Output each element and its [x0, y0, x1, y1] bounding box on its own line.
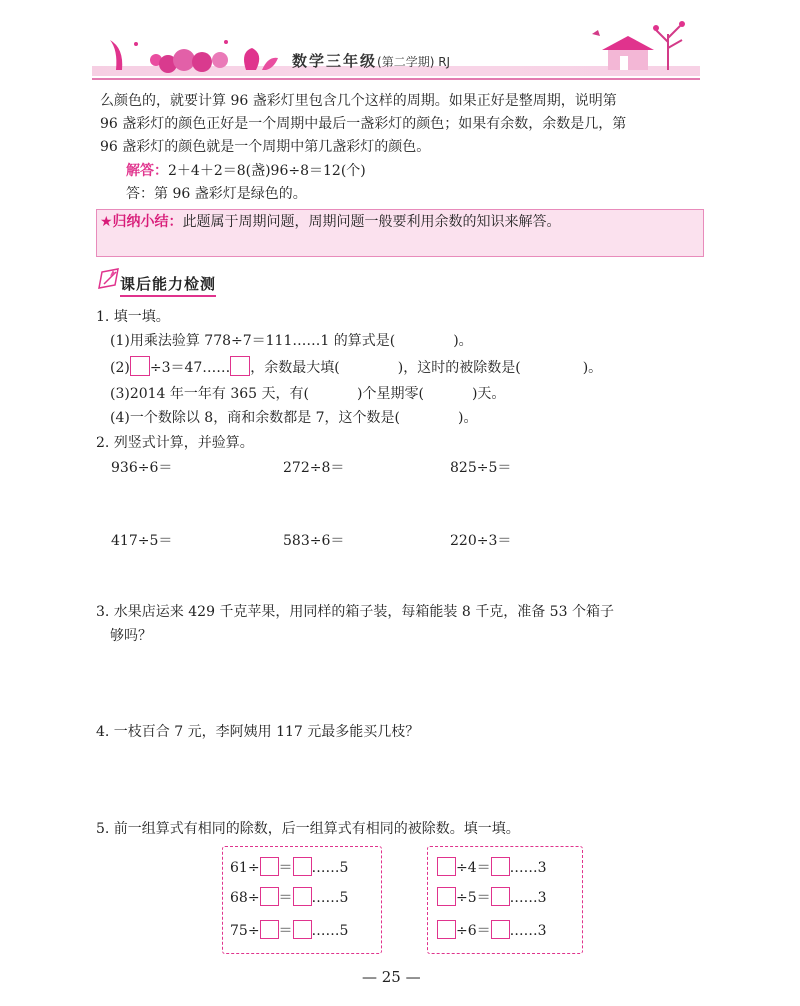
q5-right-quotient-box[interactable] — [491, 920, 510, 939]
q5-right-op: ÷6＝ — [456, 923, 491, 939]
q5-left-remainder: ……5 — [311, 923, 349, 939]
q5-left-dividend: 61÷ — [230, 860, 260, 876]
q5-right-op: ÷4＝ — [456, 860, 491, 876]
q5-left-row — [230, 920, 348, 942]
answer-line — [126, 160, 366, 182]
q3-line-1: 3. 水果店运来 429 千克苹果，用同样的箱子装，每箱能装 8 千克，准备 53 个箱子 — [96, 604, 614, 620]
header-right-house-icon — [590, 14, 700, 74]
q5-right-dividend-box[interactable] — [437, 887, 456, 906]
header-title-text: 数学三年级 — [292, 52, 378, 70]
q5-right-row — [437, 920, 547, 942]
intro-line-1: 么颜色的，就要计算 96 盏彩灯里包含几个这样的周期。如果正好是整周期，说明第 — [100, 93, 617, 109]
q1-p1-end: )。 — [453, 333, 473, 349]
q5-left-row — [230, 857, 348, 879]
q5-left-eq: ＝ — [278, 860, 293, 876]
q1-p2-dividend-box[interactable] — [130, 356, 150, 376]
q2-title: 2. 列竖式计算，并验算。 — [96, 435, 254, 451]
q2-problem: 417÷5＝ — [111, 533, 173, 549]
q5-left-remainder: ……5 — [311, 860, 349, 876]
q1-p4-text: (4)一个数除以 8，商和余数都是 7，这个数是( — [110, 410, 401, 426]
q5-left-divisor-box[interactable] — [260, 887, 279, 906]
q5-left-remainder: ……5 — [311, 890, 349, 906]
q5-left-quotient-box[interactable] — [293, 920, 312, 939]
q1-p1-text: (1)用乘法验算 778÷7＝111……1 的算式是( — [110, 333, 396, 349]
q5-right-quotient-box[interactable] — [491, 857, 510, 876]
q1-p3-text2: )个星期零( — [357, 386, 424, 402]
q2-problem: 936÷6＝ — [111, 460, 173, 476]
page-header-title — [292, 50, 450, 71]
summary-line — [100, 211, 561, 233]
q5-right-dividend-box[interactable] — [437, 920, 456, 939]
answer-label: 解答： — [126, 163, 168, 179]
q2-problem: 272÷8＝ — [283, 460, 345, 476]
q5-right-op: ÷5＝ — [456, 890, 491, 906]
summary-label: ★归纳小结： — [100, 214, 183, 230]
page-number: — 25 — — [362, 968, 421, 986]
q1-p2-remainder-box[interactable] — [230, 356, 250, 376]
header-line — [92, 78, 700, 80]
q5-right-remainder: ……3 — [509, 923, 547, 939]
q1-part1 — [110, 330, 473, 352]
q5-left-divisor-box[interactable] — [260, 920, 279, 939]
q1-p4-end: )。 — [458, 410, 478, 426]
q2-problem: 825÷5＝ — [450, 460, 512, 476]
q1-p2-text2: ，余数最大填( — [250, 360, 340, 376]
section-title: 课后能力检测 — [120, 273, 216, 297]
q3-line-2: 够吗？ — [110, 628, 152, 644]
q5-right-row — [437, 857, 547, 879]
header-subtitle: (第二学期) RJ — [377, 55, 451, 69]
answer-conclusion: 答：第 96 盏彩灯是绿色的。 — [126, 186, 307, 202]
q1-part2 — [110, 356, 602, 379]
q5-left-dividend: 68÷ — [230, 890, 260, 906]
q1-p2-text: ÷3＝47…… — [149, 360, 231, 376]
q5-right-remainder: ……3 — [509, 890, 547, 906]
q5-left-eq: ＝ — [278, 890, 293, 906]
q5-left-quotient-box[interactable] — [293, 887, 312, 906]
q5-left-eq: ＝ — [278, 923, 293, 939]
answer-calc: 2＋4＋2＝8(盏)96÷8＝12(个) — [168, 163, 366, 179]
q2-problem: 583÷6＝ — [283, 533, 345, 549]
q5-title: 5. 前一组算式有相同的除数，后一组算式有相同的被除数。填一填。 — [96, 821, 520, 837]
q5-left-dividend: 75÷ — [230, 923, 260, 939]
summary-text: 此题属于周期问题，周期问题一般要利用余数的知识来解答。 — [182, 214, 561, 230]
q1-p2-prefix: (2) — [110, 360, 130, 376]
q1-p3-text: (3)2014 年一年有 365 天，有( — [110, 386, 309, 402]
q2-problem: 220÷3＝ — [450, 533, 512, 549]
q1-title: 1. 填一填。 — [96, 309, 170, 325]
header-left-decoration-icon — [96, 30, 286, 76]
q1-p2-end: )。 — [582, 360, 603, 376]
q1-part3 — [110, 383, 505, 405]
intro-line-3: 96 盏彩灯的颜色就是一个周期中第几盏彩灯的颜色。 — [100, 139, 431, 155]
q4-text: 4. 一枝百合 7 元，李阿姨用 117 元最多能买几枝？ — [96, 724, 420, 740]
q5-left-quotient-box[interactable] — [293, 857, 312, 876]
q1-part4 — [110, 407, 477, 429]
q5-right-remainder: ……3 — [509, 860, 547, 876]
q5-left-divisor-box[interactable] — [260, 857, 279, 876]
q5-right-row — [437, 887, 547, 909]
q5-right-quotient-box[interactable] — [491, 887, 510, 906]
q5-right-dividend-box[interactable] — [437, 857, 456, 876]
q1-p2-text3: )，这时的被除数是( — [397, 360, 521, 376]
q1-p3-end: )天。 — [471, 386, 506, 402]
intro-line-2: 96 盏彩灯的颜色正好是一个周期中最后一盏彩灯的颜色；如果有余数，余数是几，第 — [100, 116, 627, 132]
q5-left-row — [230, 887, 348, 909]
